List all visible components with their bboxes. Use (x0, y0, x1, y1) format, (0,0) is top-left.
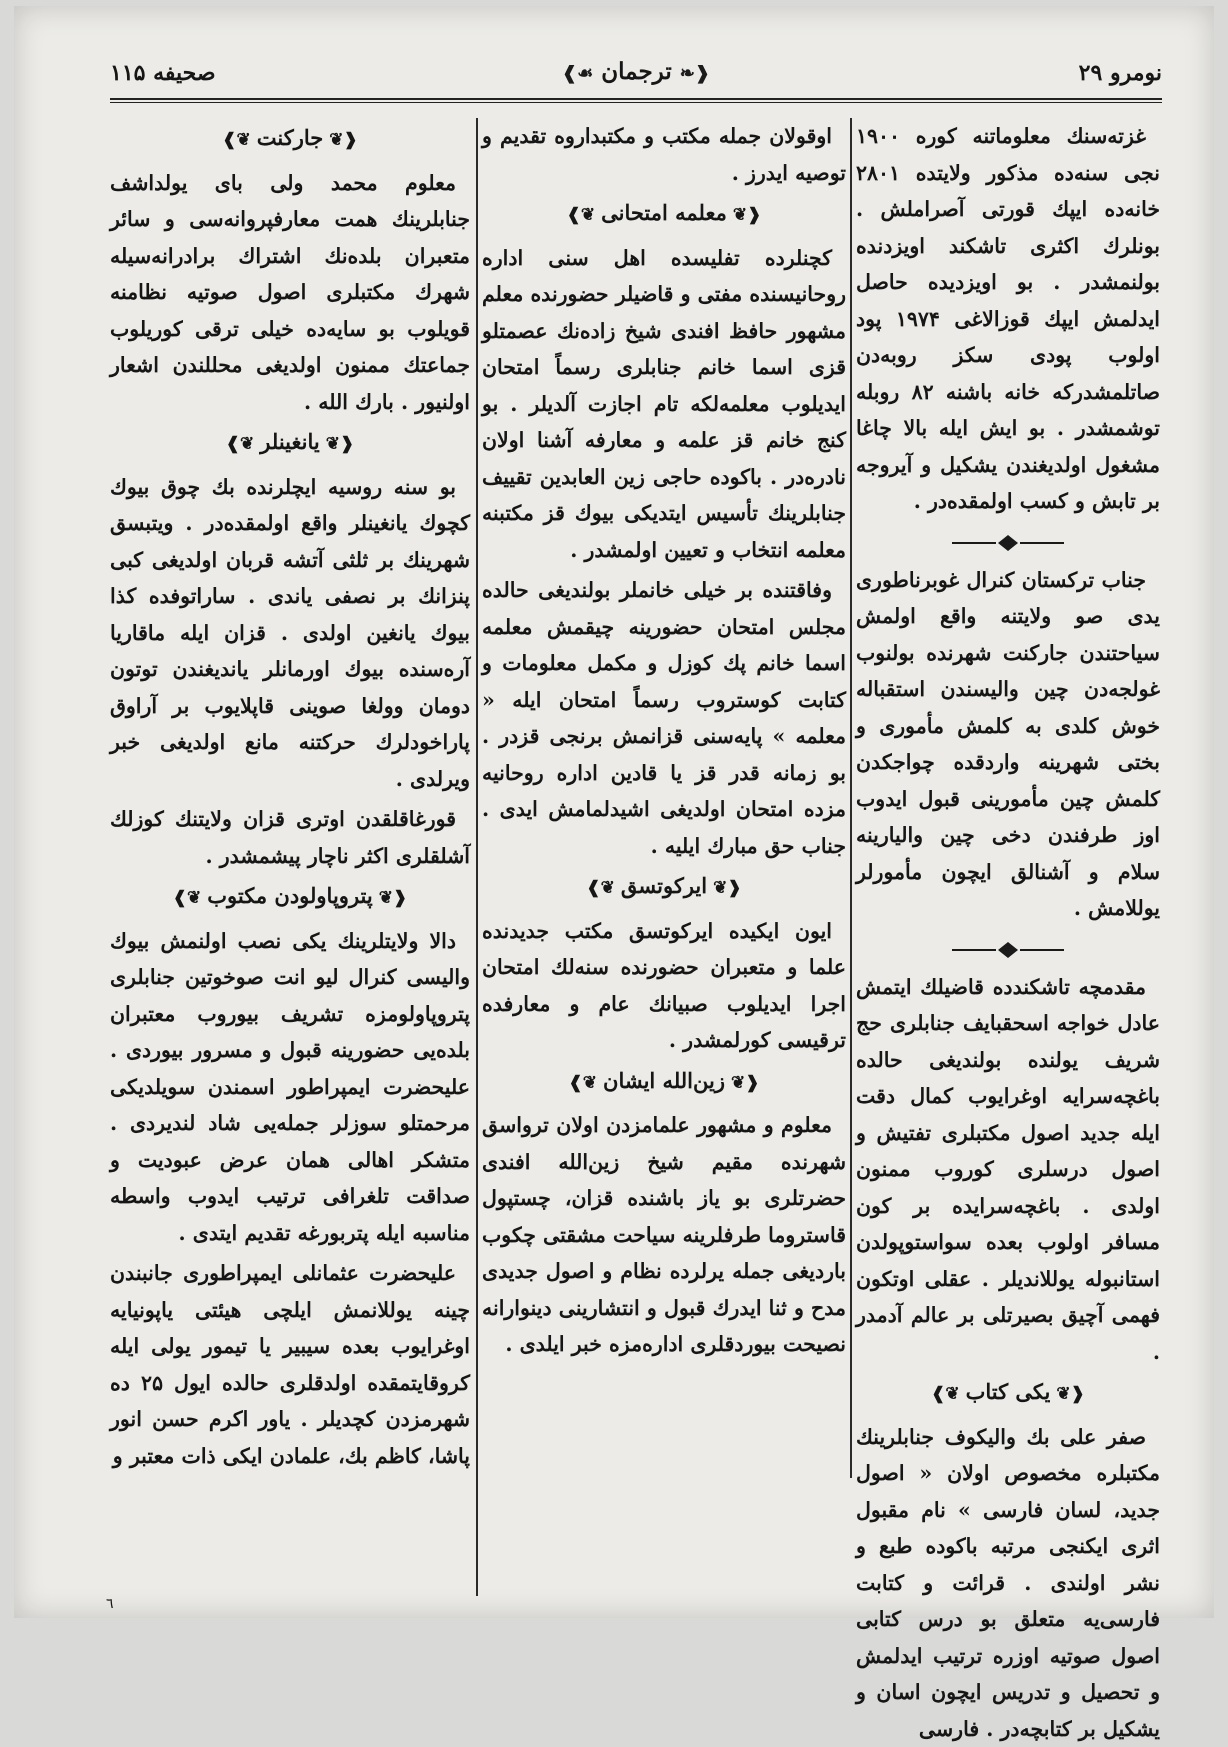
article-paragraph: اوقولان جمله مکتب و مکتبداروه تقدیم و توصیه ایدرز . (482, 118, 846, 191)
section-divider-icon (856, 931, 1160, 965)
article-paragraph: کچنلرده تفلیسده اهل سنی اداره روحانیسنده مفتی و قاضیلر حضورنده معلم مشهور حافظ افندی شیخ زاده‌نك عصمتلو قزی اسما خانم جنابلری رسماً امتحان ایدیلوب معلمه‌لکه تام اجازت آلدیلر . بو کنج خانم قز علمه و معارفه آشنا اولان نادره‌در . باکوده حاجی زین العابدین تقییف جنابلرینك تأسیس ایتدیکی بیوك قز مکتبنه معلمه انتخاب و تعیین اولمشدر . (482, 240, 846, 569)
column-middle (482, 118, 846, 1596)
heading-ornament-icon: ❦❱ (173, 880, 202, 917)
column-divider (850, 118, 852, 1478)
ornament-left-icon: ❰❧ (680, 63, 710, 84)
heading-ornament-icon: ❰❦ (731, 1065, 760, 1102)
column-right (856, 118, 1160, 1596)
article-paragraph: علیحضرت عثمانلی ایمپراطوری جانبندن چینه یوللانمش ایلچی هیئتی یاپونیایه اوغرایوب بعده سیبیر یا تیمور یولی ایله کروقایتمقده اولدقلری حالده ایول ۲۵ ده شهرمزدن کچدیلر . یاور اکرم حسن انور پاشا، کاظم بك، علمادن ایکی ذات معتبر و (110, 1255, 470, 1474)
article-paragraph: صفر علی بك والیکوف جنابلرینك مکتبلره مخصوص اولان « اصول جدید، لسان فارسی » نام مقبول اثری ایکنجی مرتبه باکوده طبع و نشر اولندی . قرائت و کتابت فارسی‌یه متعلق بو درس کتابی اصول صوتیه اوزره ترتیب ایدلمش و تحصیل و تدریس ایچون اسان و یشکیل بر کتابچه‌در . فارسی (856, 1419, 1160, 1747)
article-paragraph: ایون ایکیده ایرکوتسق مکتب جدیدنده علما و متعبران حضورنده سنه‌لك امتحان اجرا ایدیلوب صبیانك عام و معارفده ترقیسی کورلمشدر . (482, 913, 846, 1059)
article-paragraph: غزته‌سنك معلوماتنه کوره ۱۹۰۰ نجی سنه‌ده مذکور ولایتده ۲۸۰۱ خانه‌ده ایپك قورتی آصراملش . بونلرك اکثری تاشکند اویزدنده بولنمشدر . بو اویزدیده حاصل ایدلمش ایپك قوزالاغی ۱۹۷۴ پود اولوب پودی سکز روبه‌دن صاتلمشدرکه خانه باشنه ۸۲ روبله توشمشدر . بو ایش ایله بالا چاغا مشغول اولدیغندن یشکیل و آیروجه بر تابش و کسب اولمقده‌در . (856, 118, 1160, 520)
heading-ornament-icon: ❦❱ (222, 122, 251, 159)
article-heading (856, 1374, 1160, 1413)
heading-ornament-icon: ❰❦ (326, 426, 355, 463)
article-heading (110, 878, 470, 917)
heading-ornament-icon: ❦❱ (567, 197, 596, 234)
article-paragraph: معلوم و مشهور علمامزدن اولان تروا‌سق شهرنده مقیم شیخ زین‌الله افندی حضرتلری بو یاز باشنده قزان، چستپول قاستروما طرفلرینه سیاحت مشقتی چکوب باردیغی جمله یرلرده نظام و اصول جدیدی مدح و ثنا ایدرك قبول و انتشارینی دینوارانه نصیحت بیوردقلری اداره‌مزه خبر ایلدی . (482, 1107, 846, 1363)
heading-ornament-icon: ❦❱ (226, 426, 255, 463)
section-divider-icon (856, 524, 1160, 558)
heading-text: ایرکوتسق (621, 873, 707, 898)
article-paragraph: بو سنه روسیه ایچلرنده بك چوق بیوك کچوك یانغینلر واقع اولمقده‌در . ویتبسق شهرینك بر ثلثی آتشه قربان اولدیغی کبی پنزانك بر نصفی یاندی . ساراتوفده کذا بیوك یانغین اولدی . قزان ایله ماقاریا آره‌سنده بیوك اورمانلر یاندیغندن توتون دومان وولغا صوینی قاپلایوب بر آراوق پاراخودلرك حرکتنه مانع اولدیغی خبر ویرلدی . (110, 469, 470, 798)
page-number: صحیفه ۱۱۵ (110, 60, 216, 86)
heading-ornament-icon: ❦❱ (931, 1376, 960, 1413)
article-paragraph: جناب ترکستان کنرال غوبرناطوری یدی صو ولایتنه واقع اولمش سیاحتندن جارکنت شهرنده بولنوب غولجه‌دن چین والیسندن استقباله خوش کلدی به کلمش مأموری و بختی شهرینه واردقده چواجکدن کلمش چین مأمورینی قبول ایدوب اوز طرفندن دخی چین والیارینه سلام و آشنالق ایچون مأمورلر یوللامش . (856, 562, 1160, 927)
article-heading (482, 868, 846, 907)
page-mark: ٦ (106, 1596, 114, 1612)
heading-ornament-icon: ❦❱ (586, 870, 615, 907)
heading-text: یکی کتاب (966, 1379, 1051, 1404)
title-text: ترجمان (601, 58, 672, 85)
heading-ornament-icon: ❦❱ (569, 1065, 598, 1102)
heading-ornament-icon: ❰❦ (1056, 1376, 1085, 1413)
header-rule-thin (110, 102, 1162, 103)
article-paragraph: مقدمچه تاشکندده قاضیلك ایتمش عادل خواجه اسحقبایف جنابلری حج شریف یولنده بولندیغی حالده باغچه‌سرایه اوغرایوب کمال دقت ایله جدید اصول مکتبلری تفتیش و اصول درسلری کوروب ممنون اولدی . باغچه‌سرایده بر کون مسافر اولوب بعده سواستوپولدن استانبوله یوللاندیلر . عقلی اوتکون فهمی آچیق بصیرتلی بر عالم آدمدر . (856, 969, 1160, 1371)
heading-ornament-icon: ❰❦ (733, 197, 762, 234)
article-paragraph: معلوم محمد ولی بای یولداشف جنابلرینك همت معارفپروانه‌سی و سائر متعبران بلده‌نك اشتراك برادرانه‌سیله شهرك مکتبلری اصول صوتیه نظامنه قویلوب بو سایه‌ده خیلی ترقی کوریلوب جماعتك ممنون اولدیغی محللندن اشعار اولنیور . بارك الله . (110, 165, 470, 421)
header-rule (110, 98, 1162, 100)
article-heading (482, 1063, 846, 1102)
newspaper-page (14, 6, 1214, 1618)
column-divider (476, 118, 478, 1596)
heading-ornament-icon: ❰❦ (379, 880, 408, 917)
heading-ornament-icon: ❰❦ (329, 122, 358, 159)
ornament-right-icon: ☙❱ (562, 63, 593, 84)
article-paragraph: قورغاقلقدن اوتری قزان ولایتنك کوزلك آشلقلری اکثر ناچار پیشمشدر . (110, 801, 470, 874)
heading-text: جارکنت (257, 125, 323, 150)
article-heading (110, 120, 470, 159)
heading-text: یانغینلر (260, 429, 319, 454)
heading-text: زین‌الله ایشان (603, 1068, 725, 1093)
article-heading (482, 195, 846, 234)
heading-text: پتروپاولودن مکتوب (207, 883, 372, 908)
issue-number: نومرو ۲۹ (1079, 60, 1162, 86)
article-paragraph: دالا ولایتلرینك یکی نصب اولنمش بیوك والیسی کنرال لیو انت صوخوتین جنابلری پتروپاولومزه تشریف بیوروب معتبران بلده‌یی حضورینه قبول و مسرور بیوردی . علیحضرت ایمپراطور اسمندن سویلدیکی مرحمتلو سوزلر جمله‌یی شاد لندیردی . متشکر اهالی همان عرض عبودیت و صداقت تلغرافی ترتیب ایدوب واسطه مناسبه ایله پتربورغه تقدیم ایتدی . (110, 923, 470, 1252)
newspaper-title (562, 58, 710, 85)
article-heading (110, 424, 470, 463)
heading-text: معلمه امتحانی (601, 200, 727, 225)
heading-ornament-icon: ❰❦ (713, 870, 742, 907)
article-paragraph: وفاقتنده بر خیلی خانملر بولندیغی حالده مجلس امتحان حضورینه چیقمش معلمه اسما خانم پك کوزل و مکمل معلومات و کتابت کوستروب رسماً امتحان ایله « معلمه » پایه‌سنی قزانمش برنجی قزدر . بو زمانه قدر قز یا قادین اداره روحانیه مزده امتحان اولدیغی اشیدلمامش ایدی . جناب حق مبارك ایلیه . (482, 572, 846, 864)
page-header (110, 54, 1162, 96)
column-left (110, 118, 470, 1596)
